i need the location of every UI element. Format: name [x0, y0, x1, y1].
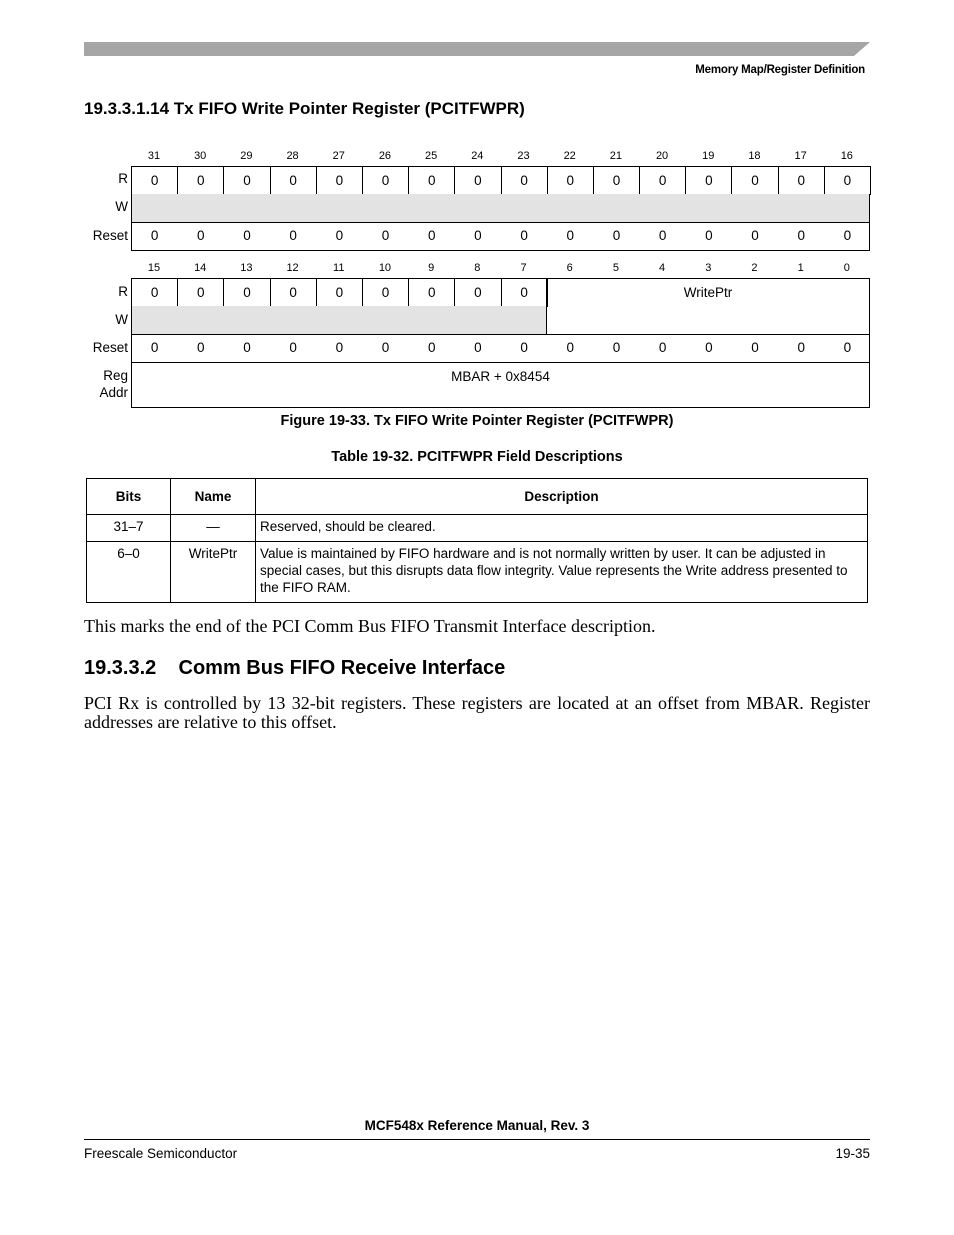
- read-bit-cell: 0: [362, 278, 409, 307]
- reset-bit-value: 0: [797, 228, 805, 243]
- reset-bit-value: 0: [289, 340, 297, 355]
- running-header-title: Memory Map/Register Definition: [695, 64, 865, 76]
- read-bit-cell: 0: [454, 278, 501, 307]
- bit-number-26: 26: [378, 150, 392, 162]
- table-row: [87, 515, 868, 542]
- reset-bit-value: 0: [381, 228, 390, 243]
- bit-number-24: 24: [471, 150, 484, 162]
- reset-bit-value: 0: [797, 340, 805, 355]
- bit-number-20: 20: [655, 150, 669, 162]
- read-bit-cell: 0: [131, 278, 178, 307]
- read-bit-cell: 0: [177, 278, 224, 307]
- footer-page-number: 19-35: [835, 1146, 870, 1161]
- bit-number-11: 11: [333, 262, 345, 274]
- reset-bit-value: 0: [150, 228, 159, 243]
- read-bit-cell: 0: [778, 166, 825, 195]
- upper-write-reserved: [131, 194, 870, 223]
- reset-bit-value: 0: [243, 228, 251, 243]
- bit-number-31: 31: [147, 150, 161, 162]
- figure-caption: Figure 19-33. Tx FIFO Write Pointer Register (PCITFWPR): [280, 413, 674, 429]
- bit-number-7: 7: [520, 262, 527, 274]
- reset-bit-value: 0: [843, 228, 852, 243]
- reset-bit-value: 0: [335, 340, 344, 355]
- read-bit-cell: 0: [177, 166, 224, 195]
- bit-number-12: 12: [286, 262, 299, 274]
- reset-bit-value: 0: [751, 340, 759, 355]
- reset-bit-value: 0: [566, 340, 575, 355]
- reset-bit-value: 0: [705, 228, 713, 243]
- bit-number-21: 21: [609, 150, 622, 162]
- read-bit-cell: 0: [593, 166, 640, 195]
- read-bit-cell: 0: [316, 166, 363, 195]
- bit-number-1: 1: [797, 262, 804, 274]
- row-bits: 31–7: [87, 515, 171, 542]
- bit-number-10: 10: [378, 262, 392, 274]
- reset-bit-value: 0: [197, 340, 205, 355]
- bit-number-22: 22: [563, 150, 576, 162]
- read-bit-cell: 0: [547, 166, 594, 195]
- bit-number-30: 30: [194, 150, 207, 162]
- reset-bit-value: 0: [427, 340, 436, 355]
- footer-company: Freescale Semiconductor: [84, 1146, 238, 1161]
- read-bit-cell: 0: [270, 278, 317, 307]
- section-title: 19.3.3.1.14 Tx FIFO Write Pointer Register (PCITFWPR): [84, 99, 525, 118]
- read-bit-cell: 0: [501, 166, 548, 195]
- bit-number-5: 5: [612, 262, 619, 274]
- bit-number-27: 27: [332, 150, 345, 162]
- row-label-reset-lower: Reset: [92, 340, 128, 355]
- bit-number-28: 28: [286, 150, 299, 162]
- table-row: [87, 542, 868, 603]
- read-bit-cell: 0: [454, 166, 501, 195]
- header-bar: [84, 42, 870, 56]
- read-bit-cell: 0: [270, 166, 317, 195]
- row-name: WritePtr: [171, 542, 256, 603]
- row-label-reg: Reg: [103, 368, 128, 383]
- paragraph-end-of-transmit: This marks the end of the PCI Comm Bus FIFO Transmit Interface description.: [84, 616, 656, 636]
- writeptr-field-label: WritePtr: [683, 285, 733, 300]
- reset-bit-value: 0: [381, 340, 390, 355]
- reg-address-value: MBAR + 0x8454: [451, 369, 550, 384]
- reset-bit-value: 0: [335, 228, 344, 243]
- reset-bit-value: 0: [474, 340, 482, 355]
- bit-number-25: 25: [425, 150, 438, 162]
- table-header-row: [87, 479, 868, 515]
- row-label-read-lower: R: [118, 284, 128, 299]
- row-bits: 6–0: [87, 542, 171, 603]
- bit-number-18: 18: [748, 150, 761, 162]
- row-label-write-upper: W: [115, 199, 128, 214]
- lower-write-reserved: [131, 306, 547, 335]
- read-bit-cell: 0: [408, 166, 455, 195]
- reset-bit-value: 0: [197, 228, 205, 243]
- section-2-title: 19.3.3.2 Comm Bus FIFO Receive Interface: [84, 657, 506, 679]
- field-description-table: [86, 478, 868, 603]
- bit-number-4: 4: [659, 262, 666, 274]
- read-bit-cell: 0: [223, 166, 270, 195]
- row-label-write-lower: W: [115, 312, 128, 327]
- read-bit-cell: 0: [362, 166, 409, 195]
- reg-address-box: [131, 362, 870, 408]
- reset-bit-value: 0: [705, 340, 713, 355]
- row-name: —: [171, 515, 256, 542]
- read-bit-cell: 0: [639, 166, 686, 195]
- read-bit-cell: 0: [501, 278, 548, 307]
- table-caption: Table 19-32. PCITFWPR Field Descriptions: [331, 449, 623, 465]
- bit-number-19: 19: [702, 150, 715, 162]
- row-label-reset-upper: Reset: [92, 228, 128, 243]
- row-label-read-upper: R: [118, 171, 128, 186]
- reset-bit-value: 0: [843, 340, 852, 355]
- header-bits: Bits: [87, 479, 171, 515]
- read-bit-cell: 0: [408, 278, 455, 307]
- reset-bit-value: 0: [427, 228, 436, 243]
- bit-number-6: 6: [566, 262, 573, 274]
- read-bit-cell: 0: [223, 278, 270, 307]
- row-description: Value is maintained by FIFO hardware and is not normally written by user. It can be adjusted in special cases, but this disrupts data flow integrity. Value represents the Write address presented to the FIFO RAM.: [256, 542, 868, 603]
- read-bit-cell: 0: [131, 166, 178, 195]
- read-bit-cell: 0: [731, 166, 778, 195]
- reset-bit-value: 0: [751, 228, 759, 243]
- bit-number-17: 17: [794, 150, 807, 162]
- reset-bit-value: 0: [150, 340, 159, 355]
- header-name: Name: [171, 479, 256, 515]
- reset-bit-value: 0: [520, 228, 528, 243]
- footer-rule: [84, 1139, 870, 1140]
- reset-bit-value: 0: [520, 340, 528, 355]
- row-description: Reserved, should be cleared.: [256, 515, 868, 542]
- read-bit-cell: 0: [316, 278, 363, 307]
- bit-number-0: 0: [843, 262, 850, 274]
- paragraph-pci-rx: PCI Rx is controlled by 13 32-bit registers. These registers are located at an offset from MBAR. Register addresses are relative to this offset.: [84, 693, 870, 732]
- reset-bit-value: 0: [612, 340, 621, 355]
- reset-bit-value: 0: [474, 228, 482, 243]
- bit-number-23: 23: [517, 150, 530, 162]
- read-bit-cell: 0: [824, 166, 871, 195]
- bit-number-3: 3: [705, 262, 712, 274]
- footer-manual-title: MCF548x Reference Manual, Rev. 3: [364, 1118, 590, 1133]
- bit-number-9: 9: [428, 262, 435, 274]
- bit-number-15: 15: [147, 262, 161, 274]
- bit-number-13: 13: [240, 262, 253, 274]
- reset-bit-value: 0: [566, 228, 575, 243]
- reset-bit-value: 0: [658, 228, 667, 243]
- reset-bit-value: 0: [612, 228, 621, 243]
- reset-bit-value: 0: [658, 340, 667, 355]
- bit-number-2: 2: [751, 262, 758, 274]
- read-bit-cell: 0: [685, 166, 732, 195]
- bit-number-29: 29: [240, 150, 253, 162]
- reset-bit-value: 0: [289, 228, 297, 243]
- row-label-addr: Addr: [99, 385, 128, 400]
- writeptr-field: [546, 278, 870, 335]
- bit-number-16: 16: [840, 150, 853, 162]
- bit-number-14: 14: [194, 262, 207, 274]
- bit-number-8: 8: [474, 262, 481, 274]
- reset-bit-value: 0: [243, 340, 251, 355]
- header-description: Description: [256, 479, 868, 515]
